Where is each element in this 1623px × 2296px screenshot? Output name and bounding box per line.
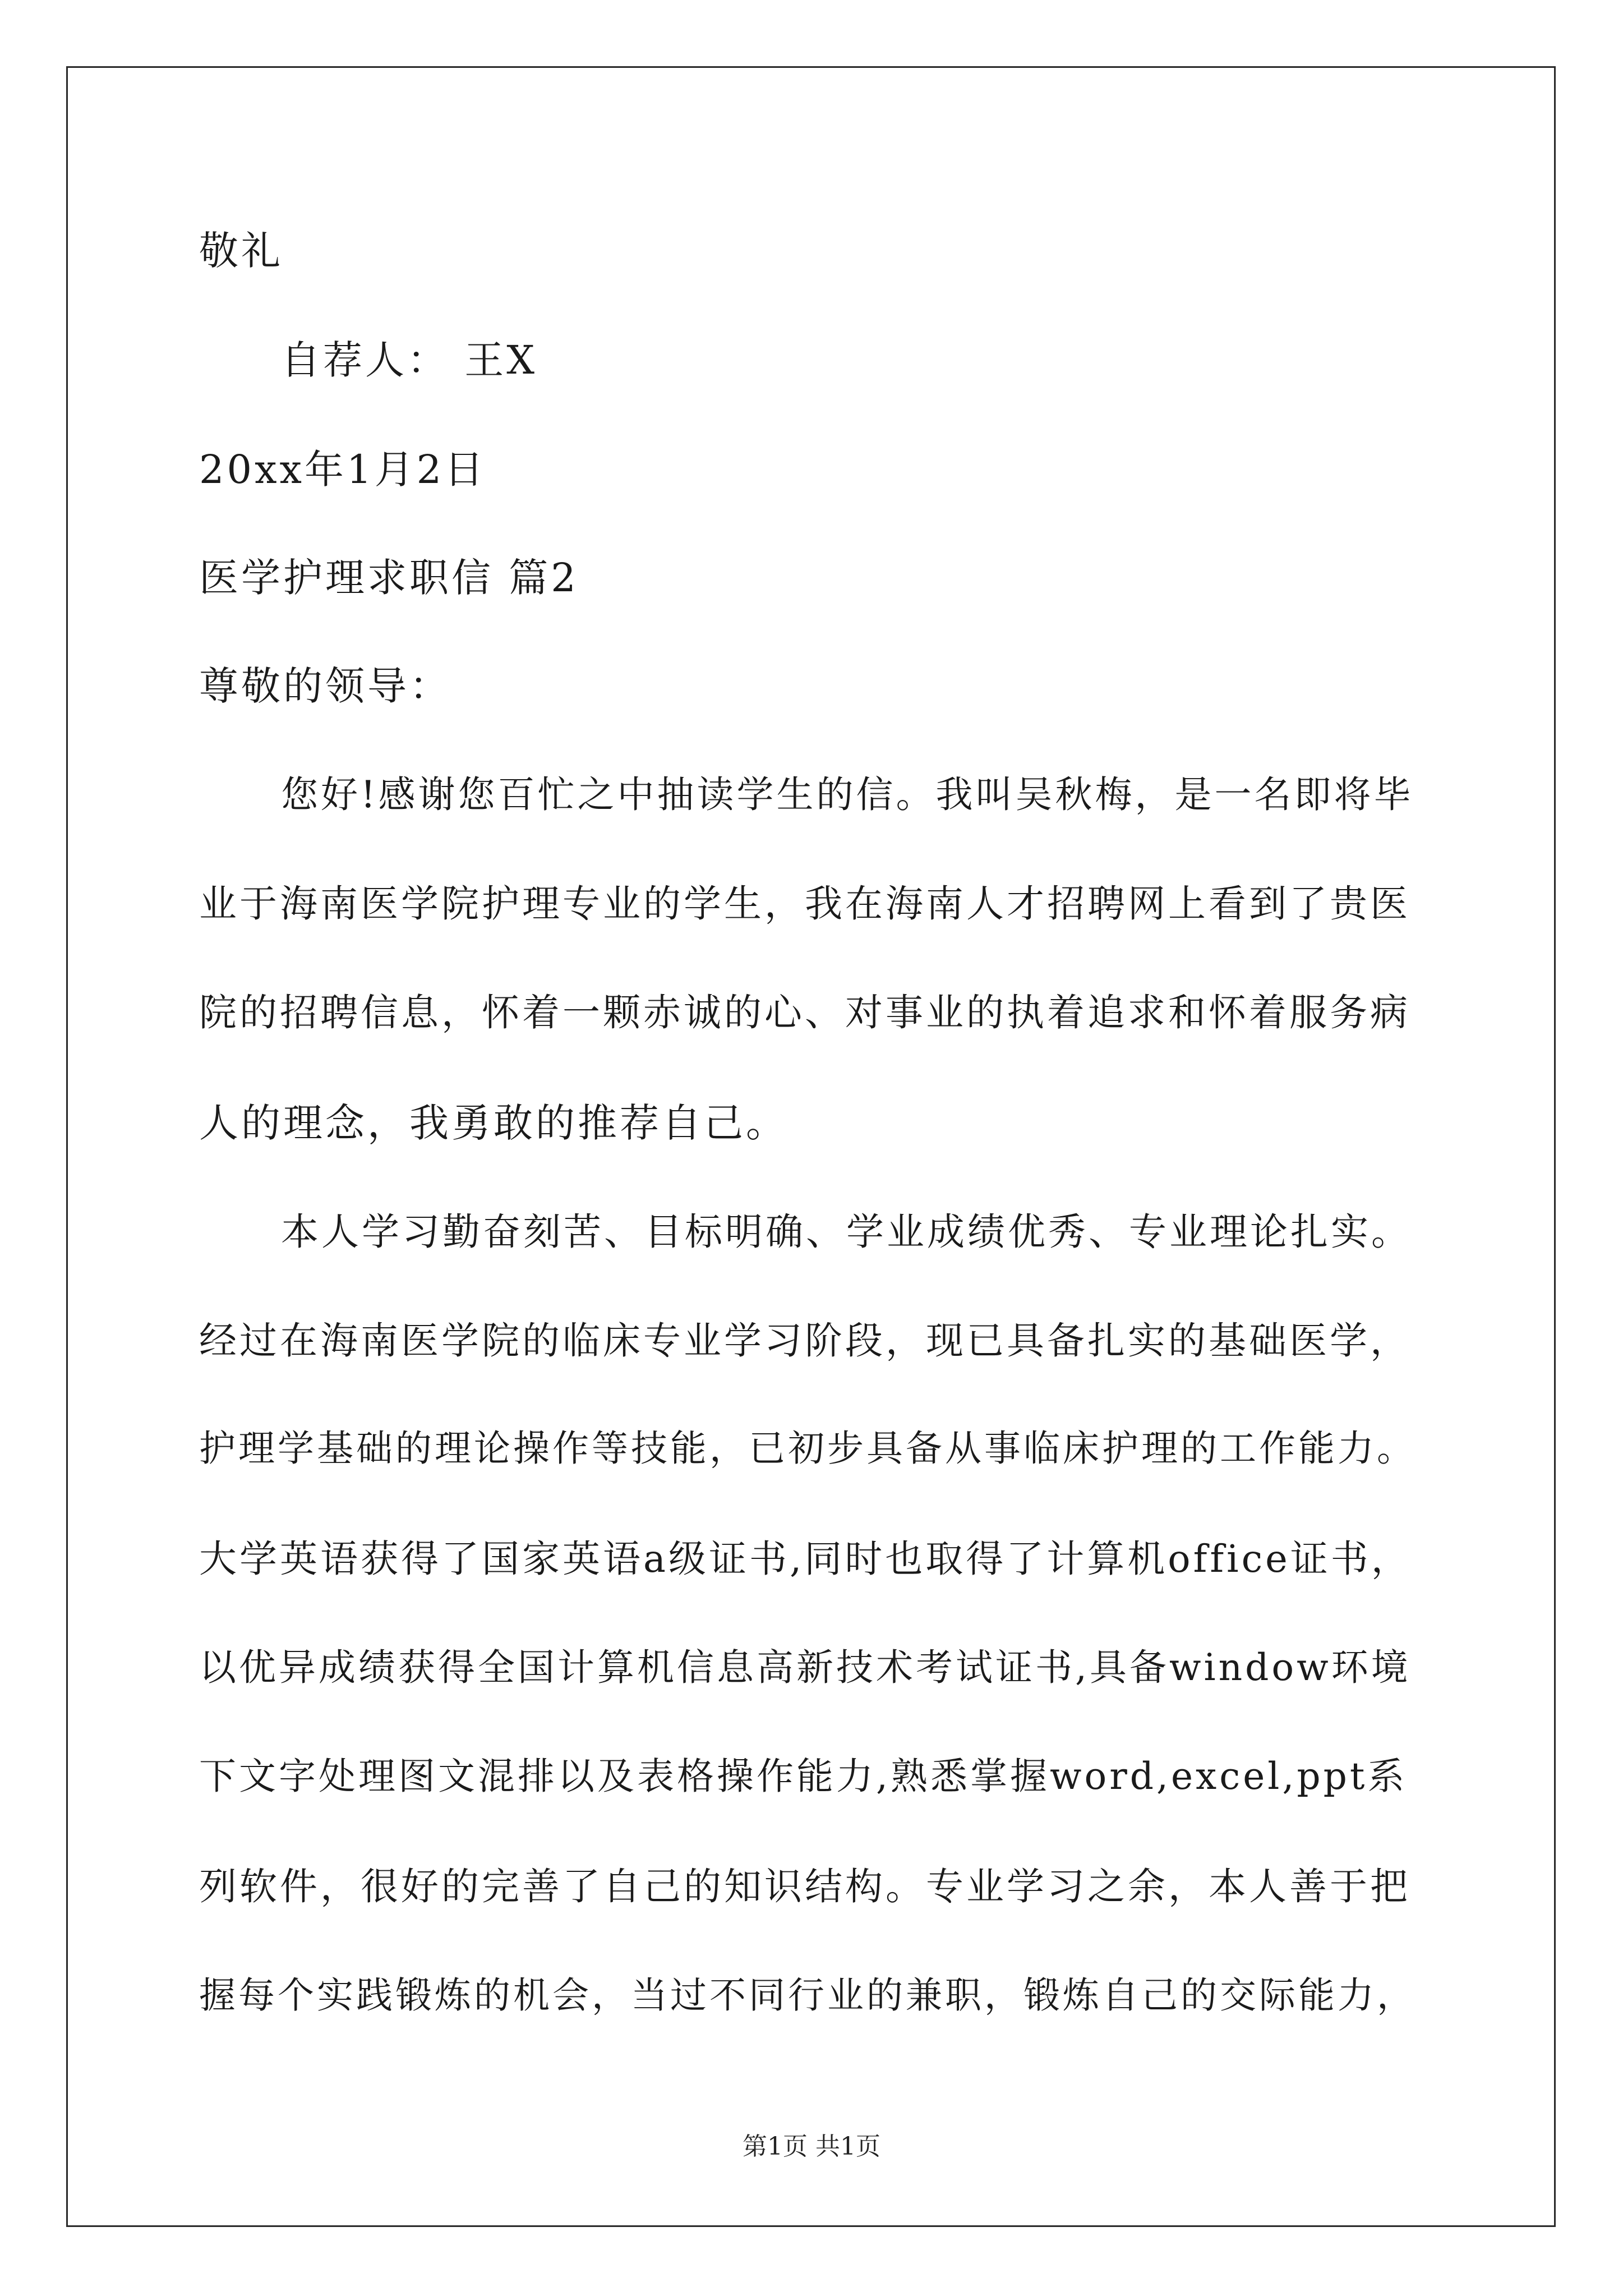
paragraph-line: 护理学基础的理论操作等技能，已初步具备从事临床护理的工作能力。 [199,1428,1417,1470]
page-number-footer: 第1页 共1页 [743,2132,880,2161]
paragraph-line: 您好!感谢您百忙之中抽读学生的信。我叫吴秋梅，是一名即将毕 [281,773,1414,816]
paragraph-line: 大学英语获得了国家英语a级证书,同时也取得了计算机office证书， [199,1537,1412,1581]
salutation: 尊敬的领导： [199,663,451,709]
paragraph-line: 业于海南医学院护理专业的学生，我在海南人才招聘网上看到了贵医 [199,882,1410,926]
paragraph-line: 下文字处理图文混排以及表格操作能力,熟悉掌握word,excel,ppt系 [199,1755,1408,1798]
paragraph-line: 人的理念，我勇敢的推荐自己。 [199,1100,788,1146]
paragraph-line: 经过在海南医学院的临床专业学习阶段，现已具备扎实的基础医学， [199,1319,1410,1363]
section-heading: 医学护理求职信 篇2 [199,555,579,601]
paragraph-line: 本人学习勤奋刻苦、目标明确、学业成绩优秀、专业理论扎实。 [281,1210,1412,1254]
paragraph-line: 以优异成绩获得全国计算机信息高新技术考试证书,具备window环境 [199,1646,1411,1689]
paragraph-line: 握每个实践锻炼的机会，当过不同行业的兼职，锻炼自己的交际能力， [199,1975,1417,2017]
paragraph-line: 列软件，很好的完善了自己的知识结构。专业学习之余，本人善于把 [199,1865,1410,1908]
signature-line: 自荐人： 王X [281,337,538,383]
paragraph-line: 院的招聘信息，怀着一颗赤诚的心、对事业的执着追求和怀着服务病 [199,991,1410,1034]
date-line: 20xx年1月2日 [199,447,487,493]
closing-line: 敬礼 [199,228,283,274]
